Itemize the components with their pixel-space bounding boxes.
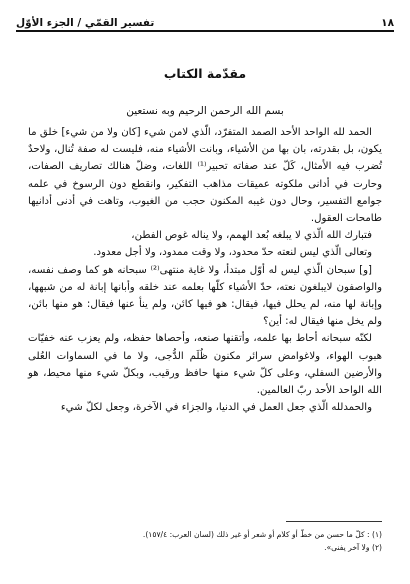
page-header [16, 12, 394, 32]
paragraph: الحمد لله الواحد الأحد الصمد المتفرّد، الّذي لامن شيء [كان ولا من شيء] خلق ما يكون، بل بقدرته، بان بها من الأشياء، وبانت الأشياء منه، فليست له صفة تُنال، ولاحدٌ تُضرب فيه الأمثال، كَلّ عند صفاته تحبير⁽¹⁾ اللغات، وضلّ هنالك تصاريف الصفات، وحارت في أدانى ملكوته عميقات مذاهب التفكير، وانقطع دون الرسوخ في علمه جوامع التفسير، وحال دون غيبه المكنون حجب من الغيوب، وتاهت في أدنى أدانيها طامحات العقول. [28, 127, 382, 225]
paragraph: [و] سبحان الّذي ليس له أوّل مبتدأ، ولا غاية منتهى⁽²⁾ سبحانه هو كما وصف نفسه، والواصفون لايبلغون نعته، حدّ الأشياء كلّها بعلمه عند خلقه وأبانها إبانة له من شبهها، وإبانة لها منه، لم يحلل فيها، فيقال: هو فيها كائن، ولم ينأ عنها فيقال: هو منها بائن، ولم يخل منها فيقال له: أين؟ [28, 264, 382, 328]
paragraph: وتعالى الّذي ليس لنعته حدّ محدود، ولا وقت ممدود، ولا أجل معدود. [93, 247, 372, 259]
paragraph: والحمدلله الّذي جعل العمل في الدنيا، والجزاء في الآخرة، وجعل لكلّ شيء [60, 402, 372, 414]
chapter-title: مقدّمة الكتاب [163, 66, 247, 81]
basmala-line: بسم الله الرحمن الرحيم وبه نستعين [126, 105, 284, 117]
page-number: ١٨ [381, 17, 394, 29]
footnote: (١) : كلّ ما حسن من خطّ أو كلام أو شعر أو غير ذلك (لسان العرب: ١٥٧/٤). [142, 530, 382, 539]
footnotes [28, 528, 382, 554]
footnote: (٢) ولا آخر يفنى». [324, 543, 382, 552]
running-title: تفسير القمّي / الجزء الأوّل [16, 17, 155, 29]
body-text [28, 124, 382, 416]
paragraph: لكنّه سبحانه أحاط بها علمه، وأتقنها صنعه، وأحصاها حفظه، ولم يعزب عنه خفيّات هبوب الهواء، ولاغوامض سرائر مكنون ظُلَم الدُّجى، ولا ما في السماوات العُلى والأرضين السفلي، وعلى كلّ شيء منها حافظ ورقيب، وبكلّ شيء منها محيط، هو الله الواحد الأحد ربّ العالمين. [28, 333, 382, 397]
paragraph: فتبارك الله الّذي لا يبلغه بُعد الهمم، ولا يناله غوص الفطن، [131, 230, 372, 242]
footnote-separator [286, 521, 382, 522]
